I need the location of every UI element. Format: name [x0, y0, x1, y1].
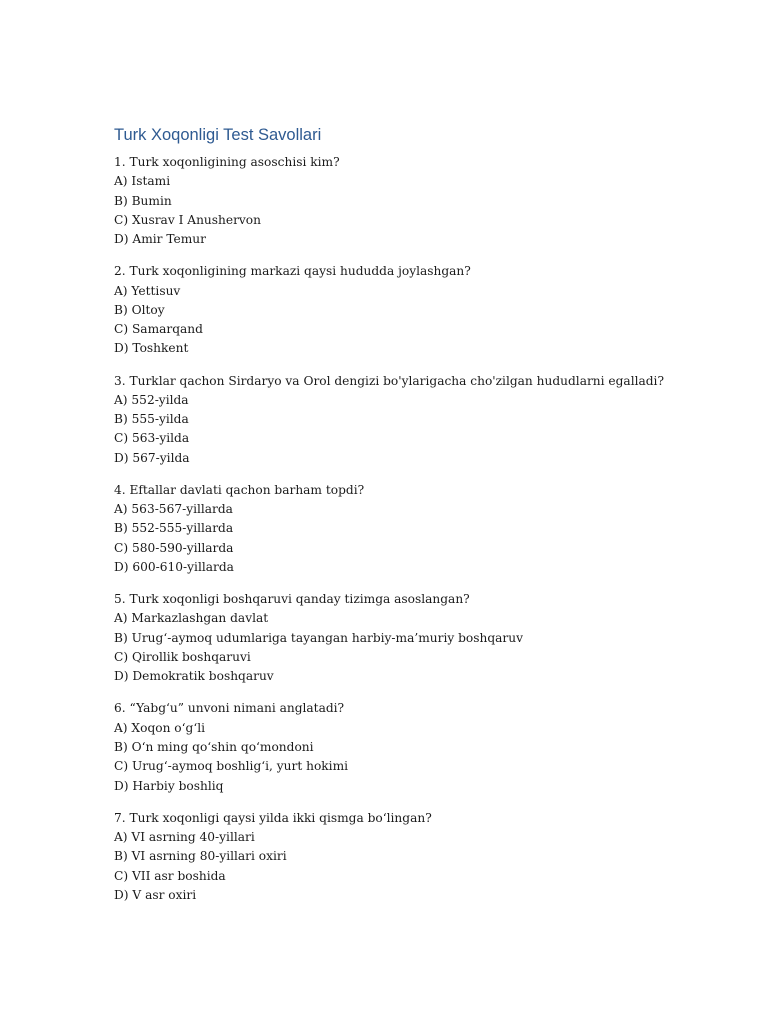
- document-content: [114, 124, 734, 918]
- question-block-1: [114, 153, 734, 249]
- answer-option-b: B) 555-yilda: [114, 412, 189, 427]
- answer-option-a: A) Yettisuv: [114, 283, 181, 298]
- answer-option-c: C) Urug‘-aymoq boshlig‘i, yurt hokimi: [114, 759, 349, 774]
- answer-option-b: B) Bumin: [114, 193, 172, 208]
- answer-option-d: D) 600-610-yillarda: [114, 560, 234, 575]
- answer-option-a: A) Istami: [114, 174, 171, 189]
- question-block-6: [114, 699, 734, 795]
- question-text: 6. “Yabg‘u” unvoni nimani anglatadi?: [114, 701, 345, 716]
- answer-option-b: B) VI asrning 80-yillari oxiri: [114, 849, 287, 864]
- question-block-2: [114, 262, 734, 358]
- answer-option-c: C) Qirollik boshqaruvi: [114, 650, 251, 665]
- question-text: 1. Turk xoqonligining asoschisi kim?: [114, 155, 340, 169]
- answer-option-c: C) Xusrav I Anushervon: [114, 212, 261, 227]
- answer-option-c: C) 580-590-yillarda: [114, 540, 234, 555]
- answer-option-c: C) VII asr boshida: [114, 868, 226, 883]
- answer-option-d: D) Demokratik boshqaruv: [114, 669, 274, 684]
- question-text: 3. Turklar qachon Sirdaryo va Orol dengizi bo'ylarigacha cho'zilgan hududlarni egalladi?: [114, 373, 664, 388]
- answer-option-a: A) VI asrning 40-yillari: [114, 829, 255, 844]
- answer-option-d: D) Harbiy boshliq: [114, 778, 224, 793]
- answer-option-b: B) O‘n ming qo‘shin qo‘mondoni: [114, 740, 314, 754]
- answer-option-b: B) 552-555-yillarda: [114, 521, 234, 536]
- question-text: 7. Turk xoqonligi qaysi yilda ikki qismga bo‘lingan?: [114, 810, 432, 825]
- answer-option-d: D) Amir Temur: [114, 232, 206, 247]
- answer-option-c: C) 563-yilda: [114, 431, 190, 446]
- question-block-7: [114, 809, 734, 905]
- question-block-5: [114, 590, 734, 686]
- answer-option-a: A) 552-yilda: [114, 392, 189, 407]
- question-block-4: [114, 481, 734, 577]
- answer-option-d: D) V asr oxiri: [114, 887, 197, 902]
- question-text: 4. Eftallar davlati qachon barham topdi?: [114, 482, 365, 497]
- document-title: Turk Xoqonligi Test Savollari: [114, 126, 322, 144]
- answer-option-b: B) Urug‘-aymoq udumlariga tayangan harbiy-ma’muriy boshqaruv: [114, 630, 523, 645]
- answer-option-b: B) Oltoy: [114, 302, 165, 317]
- answer-option-a: A) Markazlashgan davlat: [114, 611, 269, 626]
- answer-option-d: D) Toshkent: [114, 341, 189, 356]
- answer-option-d: D) 567-yilda: [114, 450, 190, 465]
- answer-option-a: A) Xoqon o‘g‘li: [114, 720, 205, 735]
- question-block-3: [114, 372, 734, 468]
- question-text: 5. Turk xoqonligi boshqaruvi qanday tizimga asoslangan?: [114, 592, 470, 607]
- answer-option-c: C) Samarqand: [114, 322, 203, 337]
- answer-option-a: A) 563-567-yillarda: [114, 502, 233, 517]
- question-text: 2. Turk xoqonligining markazi qaysi hududda joylashgan?: [114, 264, 471, 279]
